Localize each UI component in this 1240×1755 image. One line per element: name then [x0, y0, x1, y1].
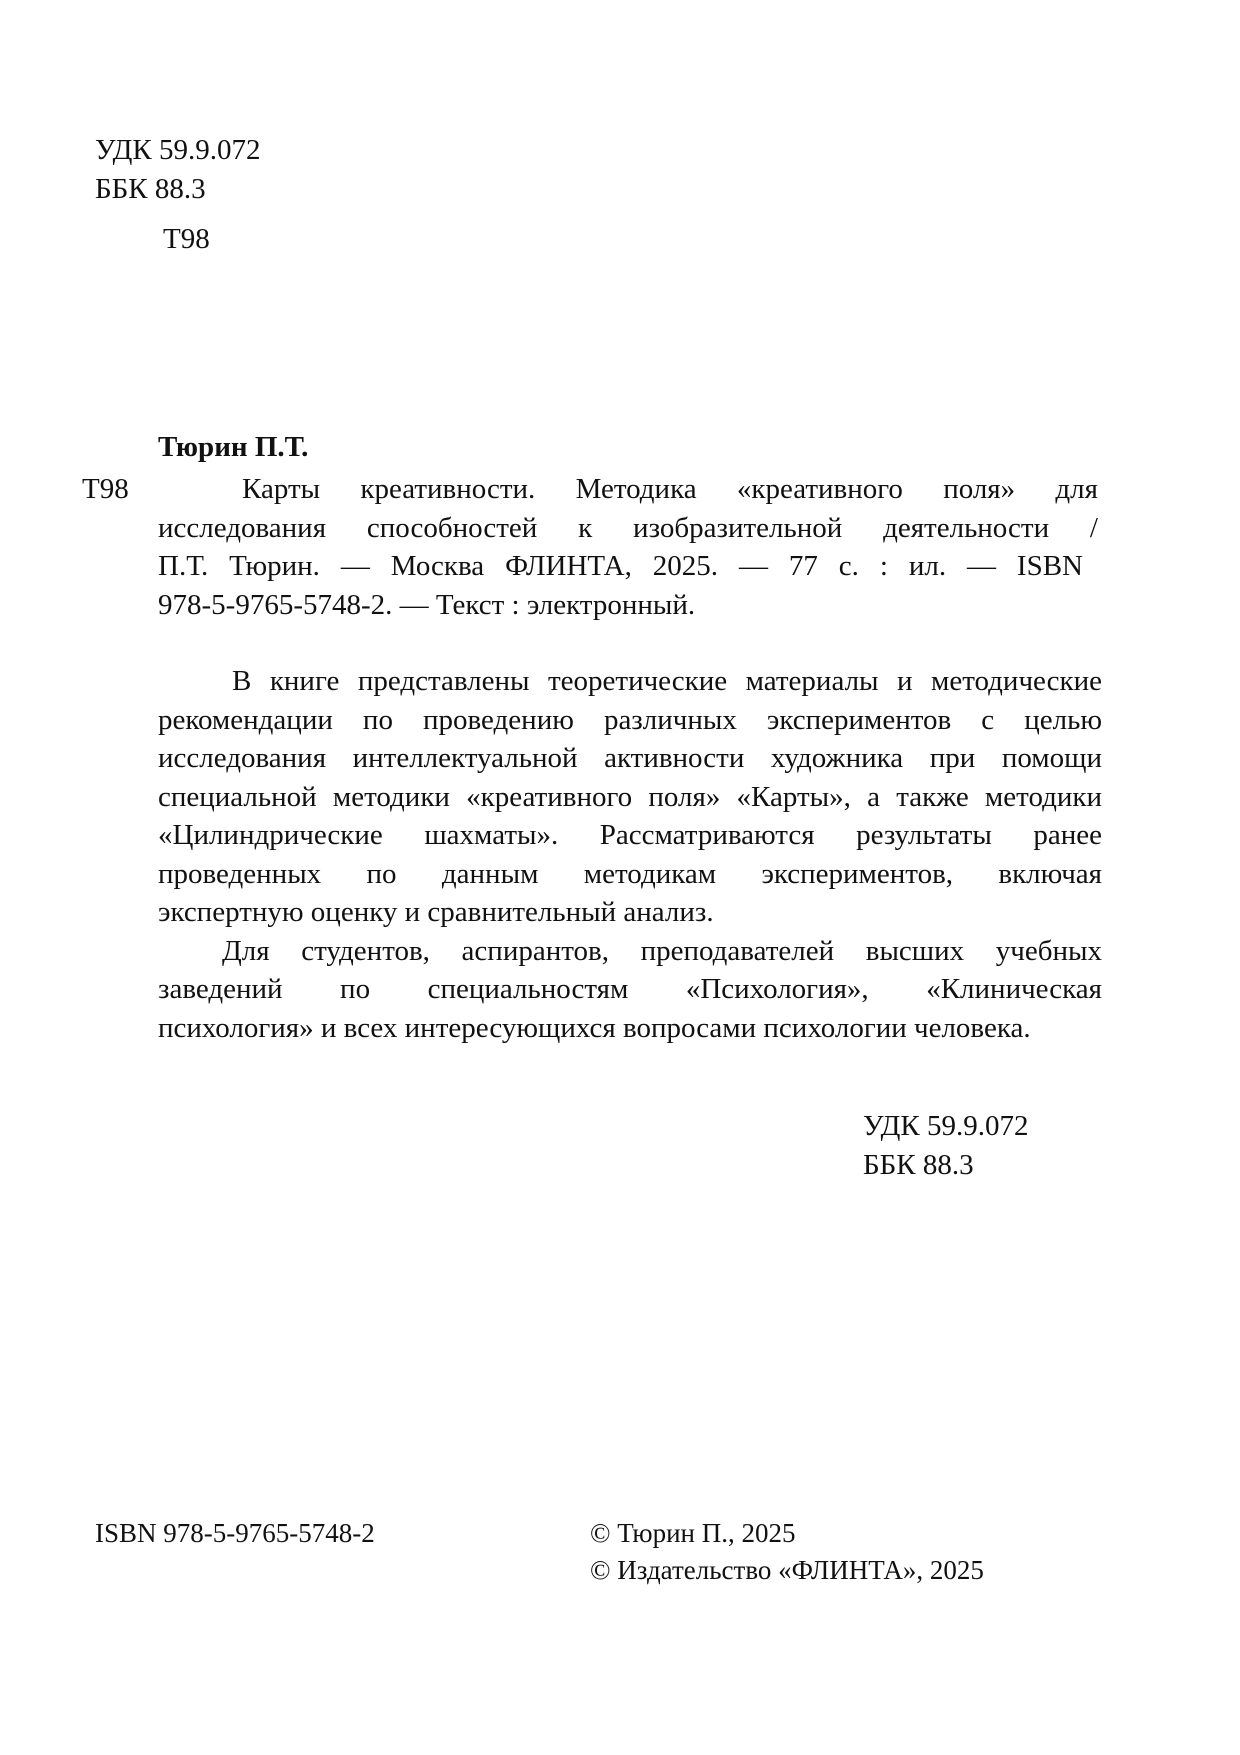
description-line: П.Т. Тюрин. — Москва ФЛИНТА, 2025. — 77 с. : ил. — ISBN: [158, 550, 1083, 582]
bibliographic-description: [158, 470, 1098, 624]
annotation-line: психология» и всех интересующихся вопросами психологии человека.: [158, 1011, 1031, 1044]
annotation-line: специальной методики «креативного поля» «Карты», а также методики: [158, 780, 1102, 813]
annotation-line: заведений по специальностям «Психология», «Клиническая: [158, 973, 1102, 1005]
annotation-line: В книге представлены теоретические материалы и методические: [232, 665, 1102, 697]
copyright-publisher: © Издательство «ФЛИНТА», 2025: [590, 1555, 984, 1585]
annotation: [158, 662, 1102, 1047]
annotation-line: исследования интеллектуальной активности художника при помощи: [158, 742, 1102, 774]
annotation-line: рекомендации по проведению различных экспериментов с целью: [158, 703, 1102, 736]
udk-code-bottom: УДК 59.9.072: [863, 1110, 1029, 1142]
description-line: 978-5-9765-5748-2. — Текст : электронный.: [158, 588, 696, 621]
bbk-code-bottom: ББК 88.3: [863, 1149, 974, 1181]
copyright-author: © Тюрин П., 2025: [590, 1518, 796, 1548]
udk-code-top: УДК 59.9.072: [95, 134, 261, 166]
description-line: исследования способностей к изобразительной деятельности /: [158, 511, 1098, 544]
isbn: ISBN 978-5-9765-5748-2: [95, 1518, 375, 1548]
annotation-line: Для студентов, аспирантов, преподавателей высших учебных: [222, 934, 1102, 967]
annotation-line: «Цилиндрические шахматы». Рассматриваются результаты ранее: [158, 819, 1102, 851]
description-line: Карты креативности. Методика «креативного поля» для: [242, 473, 1098, 505]
author-sign-top: Т98: [163, 223, 210, 255]
annotation-line: экспертную оценку и сравнительный анализ.: [158, 896, 714, 928]
annotation-line: проведенных по данным методикам экспериментов, включая: [158, 857, 1102, 890]
bbk-code-top: ББК 88.3: [95, 173, 206, 205]
author-sign-record: Т98: [82, 473, 129, 505]
author-heading: Тюрин П.Т.: [158, 431, 309, 463]
